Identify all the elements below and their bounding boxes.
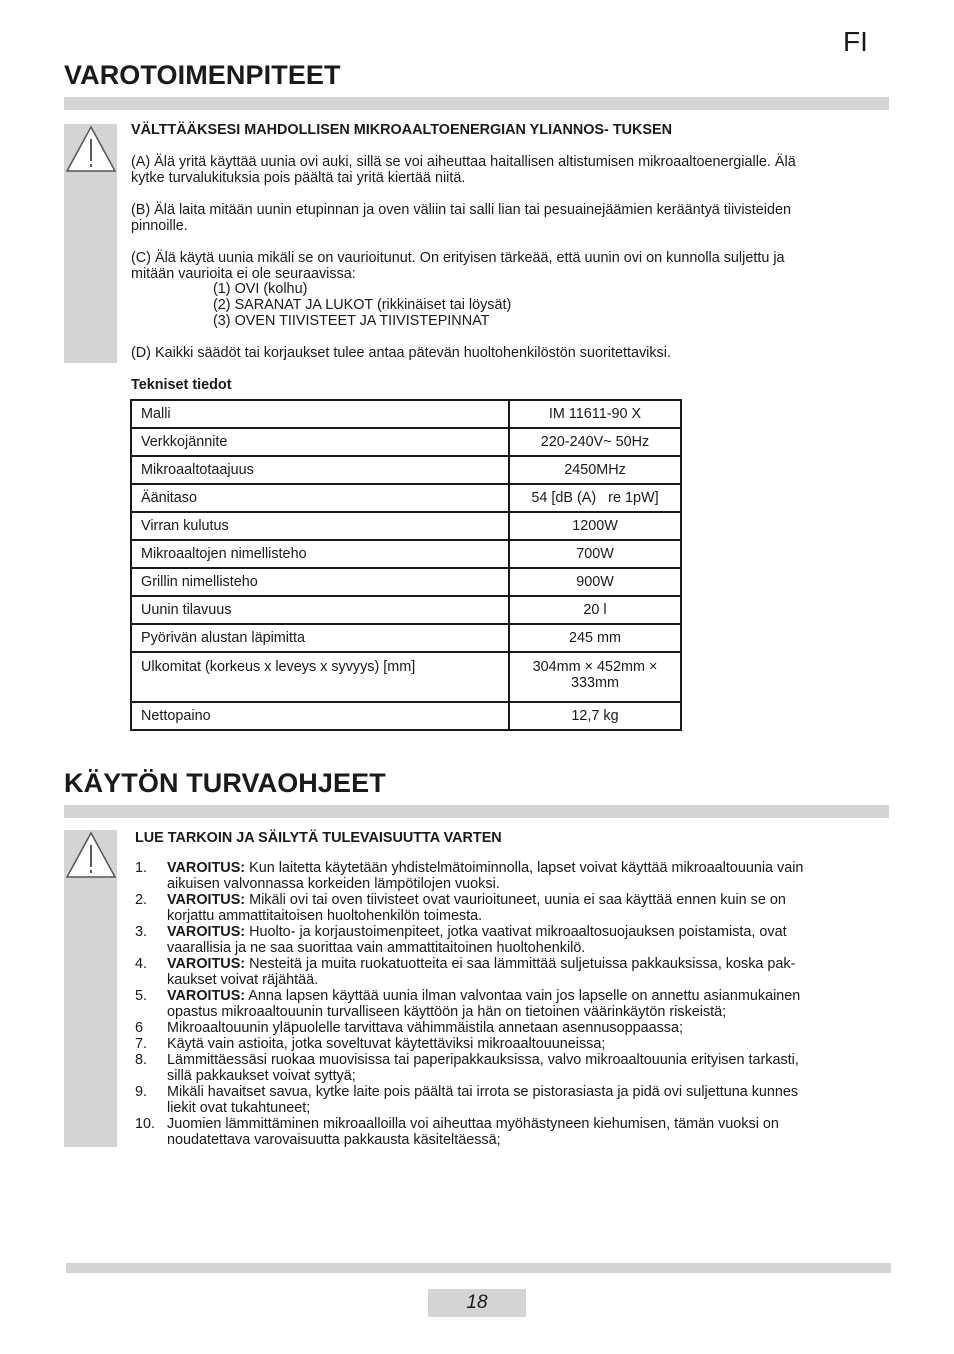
section-divider xyxy=(64,805,889,818)
list-item: 8. Lämmittäessäsi ruokaa muovisissa tai paperipakkauksissa, valvo mikroaaltouunia erityisen tarkasti, sillä pakkaukset voivat syttyä; xyxy=(135,1052,799,1084)
spec-table xyxy=(130,399,682,731)
list-item: 2. VAROITUS: Mikäli ovi tai oven tiivisteet ovat vaurioituneet, uunia ei saa käyttää ennen kuin se on korjattu ammattitaitoisen huoltohenkilön toimesta. xyxy=(135,892,786,924)
paragraph-c-list xyxy=(213,281,511,329)
list-item: 1. VAROITUS: Kun laitetta käytetään yhdistelmätoiminnolla, lapset voivat käyttää mikroaaltouunia vain aikuisen valvonnassa korkeiden lämpötilojen vuoksi. xyxy=(135,860,804,892)
table-row: Verkkojännite 220-240V~ 50Hz xyxy=(131,428,681,456)
table-row: Malli IM 11611-90 X xyxy=(131,400,681,428)
precautions-heading: VÄLTTÄÄKSESI MAHDOLLISEN MIKROAALTOENERGIAN YLIANNOS- TUKSEN xyxy=(131,122,672,138)
safety-list xyxy=(135,860,875,1148)
table-row: Mikroaaltojen nimellisteho 700W xyxy=(131,540,681,568)
list-item: (1) OVI (kolhu) xyxy=(213,281,308,297)
list-item: (3) OVEN TIIVISTEET JA TIIVISTEPINNAT xyxy=(213,313,490,329)
table-row: Ulkomitat (korkeus x leveys x syvyys) [mm] 304mm × 452mm × 333mm xyxy=(131,652,681,702)
list-item: 9. Mikäli havaitset savua, kytke laite pois päältä tai irrota se pistorasiasta ja pidä ovi suljettuna kunnes liekit ovat tukahtuneet; xyxy=(135,1084,799,1116)
list-item: 7. Käytä vain astioita, jotka soveltuvat käytettäviksi mikroaaltouuneissa; xyxy=(135,1036,606,1052)
paragraph-b: (B) Älä laita mitään uunin etupinnan ja oven väliin tai salli lian tai pesuainejäämien kerääntyä tiivisteiden pinnoille. xyxy=(131,202,791,234)
list-item: (2) SARANAT JA LUKOT (rikkinäiset tai löysät) xyxy=(213,297,512,313)
section-divider xyxy=(64,97,889,110)
paragraph-d: (D) Kaikki säädöt tai korjaukset tulee antaa pätevän huoltohenkilöstön suoritettaviksi. xyxy=(131,345,671,361)
language-code: FI xyxy=(843,26,868,57)
table-row: Uunin tilavuus 20 l xyxy=(131,596,681,624)
table-row: Grillin nimellisteho 900W xyxy=(131,568,681,596)
list-item: 10. Juomien lämmittäminen mikroaalloilla voi aiheuttaa myöhästyneen kiehumisen, tämän vuoksi on noudatettava varovaisuutta pakkausta käsiteltäessä; xyxy=(135,1116,779,1148)
table-row: Äänitaso 54 [dB (A) re 1pW] xyxy=(131,484,681,512)
table-row: Virran kulutus 1200W xyxy=(131,512,681,540)
list-item: 4. VAROITUS: Nesteitä ja muita ruokatuotteita ei saa lämmittää suljetuissa pakkauksissa, koska pak- kaukset voivat räjähtää. xyxy=(135,956,796,988)
section-title-safety: KÄYTÖN TURVAOHJEET xyxy=(64,768,386,798)
section-title-precautions: VAROTOIMENPITEET xyxy=(64,60,341,90)
table-row: Mikroaaltotaajuus 2450MHz xyxy=(131,456,681,484)
spec-title: Tekniset tiedot xyxy=(131,377,232,393)
table-row: Pyörivän alustan läpimitta 245 mm xyxy=(131,624,681,652)
list-item: 6 Mikroaaltouunin yläpuolelle tarvittava vähimmäistila annetaan asennusoppaassa; xyxy=(135,1020,683,1036)
list-item: 3. VAROITUS: Huolto- ja korjaustoimenpiteet, jotka vaativat mikroaaltosuojauksen poistamista, ovat vaarallisia ja ne saa suorittaa vain ammattitaitoinen huoltohenkilö. xyxy=(135,924,787,956)
footer-divider xyxy=(66,1263,891,1273)
paragraph-c: (C) Älä käytä uunia mikäli se on vaurioitunut. On erityisen tärkeää, että uunin ovi on kunnolla suljettu ja mitään vaurioita ei ole seuraavissa: xyxy=(131,250,785,282)
warning-triangle-icon xyxy=(65,831,117,879)
warning-triangle-icon xyxy=(65,125,117,173)
page-number: 18 xyxy=(428,1289,526,1317)
table-row: Nettopaino 12,7 kg xyxy=(131,702,681,730)
paragraph-a: (A) Älä yritä käyttää uunia ovi auki, sillä se voi aiheuttaa haitallisen altistumisen mikroaaltoenergialle. Älä kytke turvalukituksia pois päältä tai yritä kiertää niitä. xyxy=(131,154,796,186)
list-item: 5. VAROITUS: Anna lapsen käyttää uunia ilman valvontaa vain jos lapselle on annettu asianmukainen opastus mikroaaltouunin turvalliseen käyttöön ja hän on tietoinen väärinkäytön riskeistä; xyxy=(135,988,801,1020)
safety-heading: LUE TARKOIN JA SÄILYTÄ TULEVAISUUTTA VARTEN xyxy=(135,830,502,846)
